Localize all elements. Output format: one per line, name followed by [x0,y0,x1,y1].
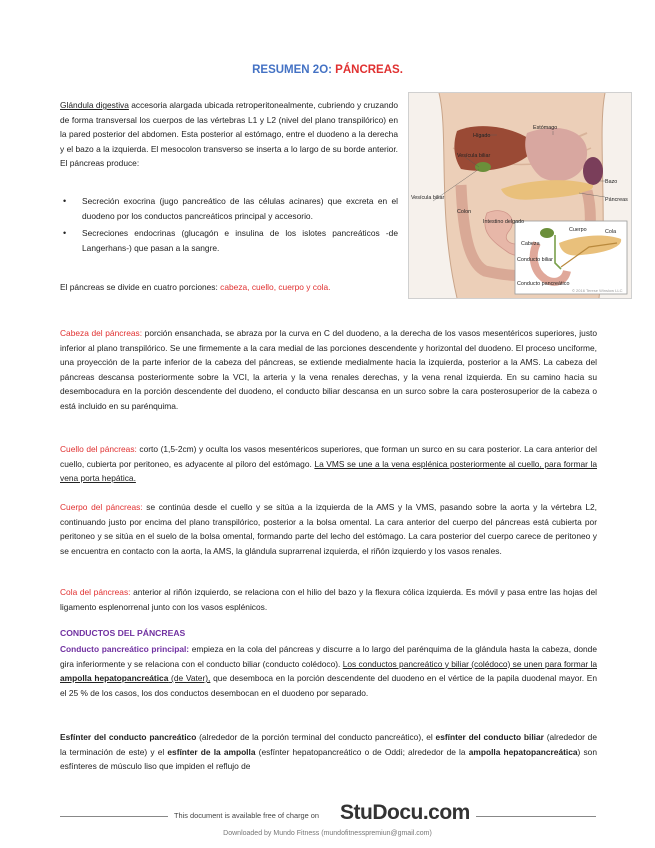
label-vesicula-short: Vesícula biliar [411,195,445,201]
intro-lead: Glándula digestiva [60,100,129,110]
label-vesicula: Vesícula biliar [457,153,491,159]
list-item: • Secreciones endocrinas (glucagón e insulina de los islotes pancreáticos -de Langerhans-) que pasan a la sangre. [60,226,398,255]
cuello-paragraph [60,442,597,486]
label-higado: Hígado [473,133,491,139]
label-conducto-pancreatico: Conducto pancreático [517,281,570,287]
footer-text: This document is available free of charge on [174,811,320,820]
list-item: • Secreción exocrina (jugo pancreático de las células acinares) que excreta en el duodeno por los conductos pancreáticos principal y accesorio. [60,194,398,223]
cola-text: anterior al riñón izquierdo, se relaciona con el hilio del bazo y la flexura cólica izquierda. Es móvil y pasa entre las hojas del ligamento esplenorrenal junto con los vasos esplénicos. [60,587,597,612]
portions-paragraph [60,280,398,295]
cabeza-text: porción ensanchada, se abraza por la curva en C del duodeno, a la derecha de los vasos mesentéricos superiores, justo inferior al plano transpilórico. Se une firmemente a la cara medial de las porciones descendente y horizontal del duodeno. El proceso unciforme, una proyección de la parte inferior de la cabeza del páncreas, se extiende medialmente hacia la izquierda, posterior a la AMS. La cabeza del páncreas descansa posteriormente sobre la VCI, la arteria y la vena renales derechas, y la vena renal izquierda. En su camino hacia su desembocadura en la porción descendente del duodeno, el conducto biliar descansa en un surco sobre la cara posterosuperior de la cabeza o está incluido en su parénquima. [60,328,597,411]
conductos-paragraph [60,642,597,700]
esfinteres-paragraph [60,730,597,774]
esfinter-text-2: (alrededor de la terminación de este) y el [60,732,597,757]
label-pancreas: Páncreas [605,197,628,203]
title-prefix: RESUMEN 2O: [252,64,336,76]
union-rest: que desemboca en la porción descendente del duodeno en el vértice de la papila duodenal mayor. En el 25 % de los casos, los dos conductos desembocan en el duodeno por separado. [60,673,598,698]
cuello-underlined: La VMS se une a la vena esplénica posteriormente al cuello, para formar la vena porta hepática. [60,458,598,484]
cuerpo-label: Cuerpo del páncreas: [60,502,143,512]
footer-divider-right [476,816,596,817]
studocu-logo-link[interactable]: StuDocu.com [340,801,470,824]
page-title [0,64,655,76]
conductos-heading: CONDUCTOS DEL PÁNCREAS [60,628,186,638]
label-cabeza: Cabeza [521,241,540,247]
portions-list: cabeza, cuello, cuerpo y cola. [220,282,331,292]
intro-paragraph [60,98,398,171]
figure-credit: © 2016 Terese Winslow LLC [572,288,623,293]
label-intestino: Intestino delgado [483,219,525,225]
intro-text: accesoria alargada ubicada retroperitonealmente, cubriendo y cruzando de forma transversal los cuerpos de las vértebras L1 y L2 (nivel del plano transpilórico) en la pared posterior del abdomen. Esta posterior al estómago, entre el duodeno a la derecha y el bazo a la izquierda. El mesocolon transverso se inserta a lo largo de su borde anterior. El páncreas produce: [60,100,399,169]
cuerpo-paragraph [60,500,597,558]
download-notice: Downloaded by Mundo Fitness (mundofitnesspremiun@gmail.com) [223,830,432,837]
esfinter-4: ampolla hepatopancreática [468,746,578,757]
cola-label: Cola del páncreas: [60,587,131,597]
cola-paragraph [60,585,597,614]
union-underlined: Los conductos pancreático y biliar (colédoco) se unen para formar la [342,658,597,669]
cuello-label: Cuello del páncreas: [60,444,137,454]
conducto-principal-text: empieza en la cola del páncreas y discurre a lo largo del parénquima de la glándula hasta la cabeza, donde gira inferiormente y se relaciona con el conducto biliar (conducto colédoco). [60,644,597,669]
pancreas-illustration [408,92,632,299]
label-bazo: Bazo [605,179,618,185]
union-tail: (de Vater), [168,673,211,684]
secretions-list [60,194,398,258]
conducto-principal-label: Conducto pancreático principal: [60,644,190,654]
anatomy-figure [409,93,631,298]
esfinter-3: esfínter de la ampolla [167,746,256,757]
esfinter-text-4: ) son esfínteres de músculo liso que impiden el reflujo de [60,746,597,772]
cuerpo-text: se continúa desde el cuello y se sitúa a la izquierda de la AMS y la VMS, pasando sobre la aorta y la vértebra L2, continuando justo por encima del plano transpilórico, posterior a la bolsa omental. La cara anterior del cuerpo del páncreas está cubierta por peritoneo y se sitúa en el suelo de la bolsa omental, formando parte del lecho del estómago. La cara posterior del cuerpo carece de peritoneo y se encuentra en contacto con la aorta, la AMS, la glándula suprarrenal izquierda, el riñón izquierdo y los vasos renales. [60,502,598,556]
footer-divider-left [60,816,168,817]
ampolla-bold: ampolla hepatopancreática [60,673,169,684]
label-cuerpo: Cuerpo [569,227,587,233]
esfinter-text-3: (esfínter hepatopancreático o de Oddi; alrededor de la [255,746,469,757]
esfinter-1: Esfínter del conducto pancreático [60,732,197,742]
cabeza-label: Cabeza del páncreas: [60,328,143,338]
portions-text: El páncreas se divide en cuatro porciones: [60,282,221,292]
footer [0,800,655,830]
label-cola: Cola [605,229,617,235]
label-colon: Colon [457,209,472,215]
title-highlight: PÁNCREAS. [335,64,403,76]
label-conducto-biliar: Conducto biliar [517,257,553,263]
label-estomago: Estómago [533,125,558,131]
esfinter-text-1: (alrededor de la porción terminal del conducto pancreático), el [196,732,436,742]
esfinter-2: esfínter del conducto biliar [435,732,544,742]
cabeza-paragraph [60,326,597,414]
cuello-text: corto (1,5-2cm) y oculta los vasos mesentéricos superiores, que forman un surco en su cara posterior. La cara anterior del cuello, cubierta por peritoneo, es adyacente al píloro del estómago. [60,444,597,469]
